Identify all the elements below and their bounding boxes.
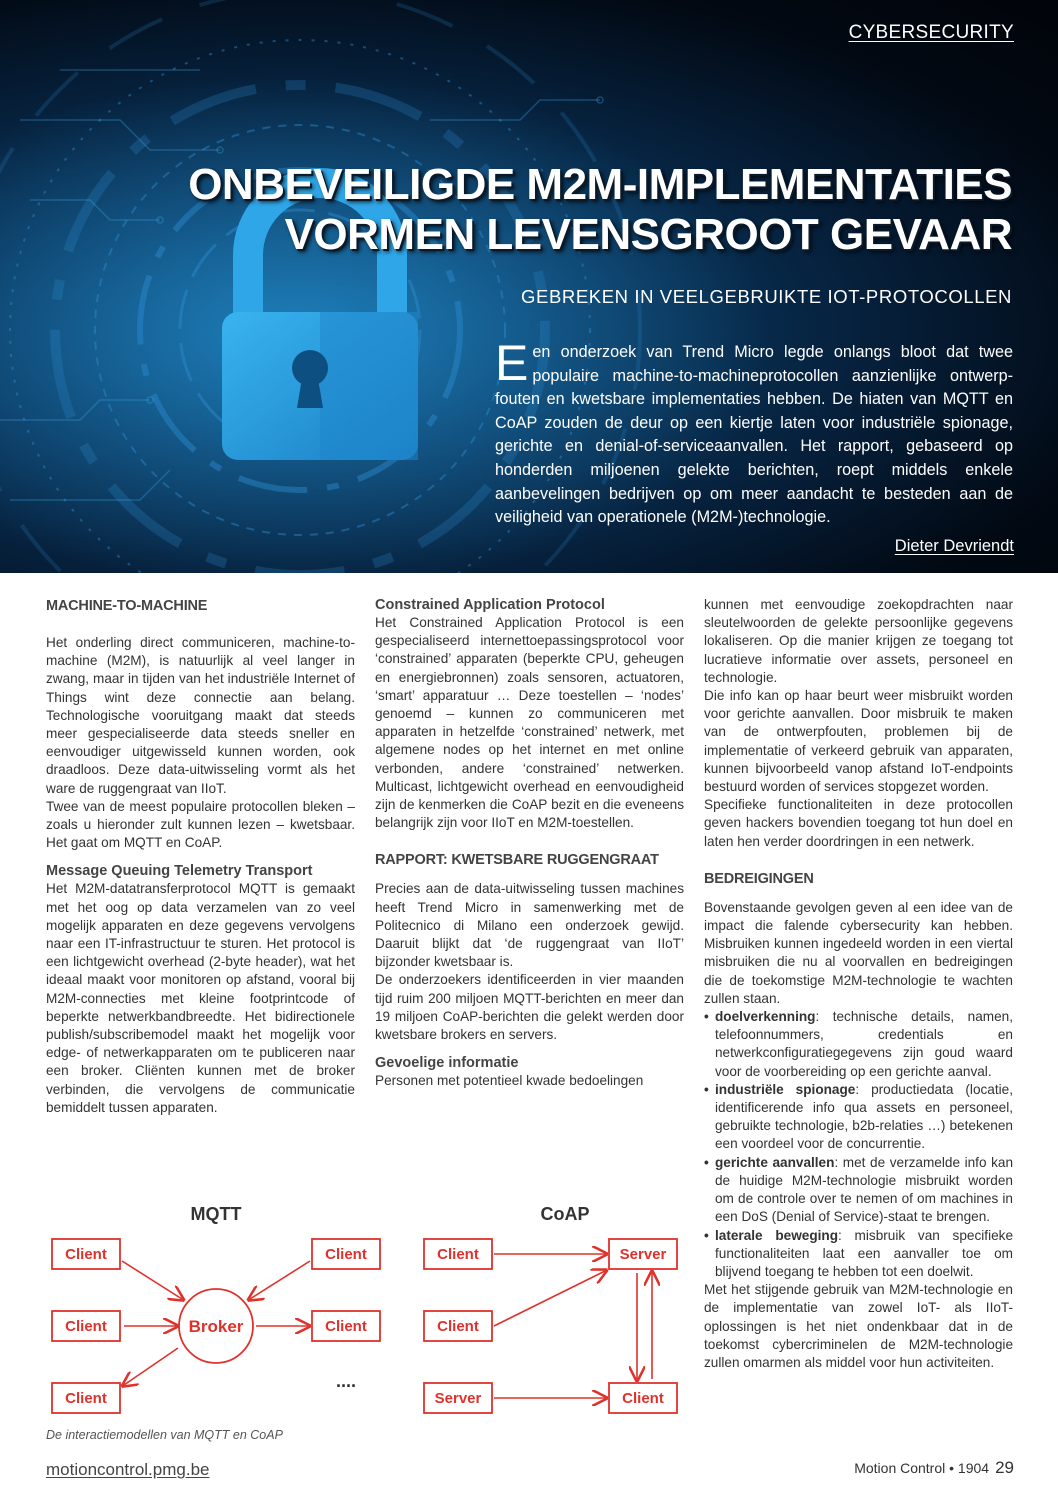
heading-machine-to-machine: MACHINE-TO-MACHINE (46, 598, 208, 614)
coap-server-2: Server (434, 1390, 482, 1407)
paragraph: Precies aan de data-uitwisseling tussen machines heeft Trend Micro in samenwerking met de Politecnico di Milano een onderzoek gewijd. Daaruit blijkt dat ‘de ruggengraat van IIoT’ bijzonder kwetsbaar is. (375, 881, 684, 970)
paragraph: Specifieke functionaliteiten in deze protocollen geven hackers bovendien toegang tot hun doel en laten hen verder doordringen in een netwerk. (704, 797, 1013, 849)
list-item: • industriële spionage: productiedata (locatie, identificerende info qua assets en personeel, gebruikte technologie, b2b-relaties …) betekenen een voordeel voor de concurrentie. (704, 1081, 1013, 1154)
heading-mqtt: Message Queuing Telemetry Transport (46, 863, 313, 880)
drop-cap: E (495, 335, 529, 391)
mqtt-client-1: Client (65, 1246, 107, 1263)
title-line-2: VORMEN LEVENSGROOT GEVAAR (284, 210, 1012, 259)
lead-text: en onderzoek van Trend Micro legde onlangs bloot dat twee populaire machine-to-machineprotocollen aanzienlijke ontwerpfouten en kwetsbare implementaties hebben. De hiaten van MQTT en CoAP zouden de deur op een kiertje laten voor industriële spionage, gerichte en denial-of-serviceaanvallen. Het rapport, gebaseerd op honderden miljoenen gelekte berichten, roept middels enkele aanbevelingen bedrijven op om meer aandacht te besteden aan de veiligheid van operationele (M2M-)technologie. (495, 343, 1013, 527)
mqtt-coap-diagram (40, 1195, 690, 1425)
column-1 (46, 596, 355, 1117)
website-link[interactable]: motioncontrol.pmg.be (46, 1460, 210, 1479)
paragraph: Twee van de meest populaire protocollen bleken – zoals u hieronder zult kunnen lezen – kwetsbaar. Het gaat om MQTT en CoAP. (46, 798, 355, 851)
heading-coap: Constrained Application Protocol (375, 597, 605, 613)
list-item: • laterale beweging: misbruik van specifieke functionaliteiten laat een aanvaller toe om blijvend toegang te hebben tot een doelwit. (704, 1227, 1013, 1282)
coap-client-2: Client (437, 1318, 479, 1335)
article-subtitle: GEBREKEN IN VEELGEBRUIKTE IOT-PROTOCOLLEN (521, 286, 1012, 307)
section-tag: CYBERSECURITY (848, 22, 1014, 43)
column-2 (375, 596, 684, 1090)
heading-bedreigingen: BEDREIGINGEN (704, 870, 814, 887)
paragraph: Het M2M-datatransferprotocol MQTT is gemaakt met het oog op data verzamelen van zo veel mogelijk apparaten en deze gegevens vervolgens naar een IT-infrastructuur te sturen. Het protocol is een lichtgewicht overhead (2-byte header), wat het ideaal maakt voor monitoren op afstand, vooral bij M2M-connecties met kleine footprintcode of beperkte netwerkbandbreedte. Het bidirectionele publish/subscribemodel maakt het mogelijk voor edge- of netwerkapparaten om te publiceren naar een broker. Cliënten kunnen met de broker verbinden, die vervolgens de communicatie bemiddelt tussen apparaten. (46, 881, 355, 1115)
coap-title: CoAP (540, 1204, 590, 1224)
threat-list (704, 1008, 1013, 1281)
coap-server-1: Server (619, 1246, 667, 1263)
paragraph: De onderzoekers identificeerden in vier maanden tijd ruim 200 miljoen MQTT-berichten en meer dan 19 miljoen CoAP-berichten die gelekt werden door kwetsbare brokers en servers. (375, 972, 684, 1043)
coap-client-1: Client (437, 1246, 479, 1263)
hero-banner (0, 0, 1058, 573)
page-footer (854, 1458, 1014, 1478)
paragraph: Die info kan op haar beurt weer misbruikt worden voor gerichte aanvallen. Door misbruik te maken van de ontwerpfouten, problemen bij de implementatie of verkeerd gebruik van apparaten, kunnen bijvoorbeeld vanop afstand IoT-endpoints bestuurd worden of services stopgezet worden. (704, 688, 1013, 795)
heading-gevoelige-informatie: Gevoelige informatie (375, 1055, 519, 1072)
coap-client-3: Client (622, 1390, 664, 1407)
column-3 (704, 596, 1013, 1372)
page-number: 29 (995, 1458, 1014, 1477)
mqtt-client-2: Client (65, 1318, 107, 1335)
magazine-issue: Motion Control • 1904 (854, 1460, 990, 1476)
mqtt-client-5: Client (325, 1318, 367, 1335)
article-title (112, 160, 1012, 260)
title-line-1: ONBEVEILIGDE M2M-IMPLEMENTATIES (188, 160, 1012, 209)
lead-paragraph (495, 335, 1013, 530)
paragraph: Bovenstaande gevolgen geven al een idee van de impact die falende cybersecurity kan hebben. Misbruiken kunnen ingedeeld worden in een viertal misbruiken die nu al voorvallen en bedreigingen die de toekomstige M2M-technologie te wachten zullen staan. (704, 899, 1013, 1006)
paragraph: Het onderling direct communiceren, machine-to-machine (M2M), is natuurlijk al veel langer in zwang, maar in tijden van het industriële Internet of Things wint deze connectie aan belang. Technologische vooruitgang maakt dat steeds meer gespecialiseerde data steeds sneller en eenvoudiger uitgewisseld kunnen worden, ook draadloos. Deze data-uitwisseling vormt als het ware de ruggengraat van IIoT. (46, 635, 355, 796)
list-item: • gerichte aanvallen: met de verzamelde info kan de huidige M2M-technologie misbruikt worden om de controle over te nemen of om machines in een DoS (Denial of Service)-staat te brengen. (704, 1154, 1013, 1227)
mqtt-title: MQTT (190, 1204, 242, 1224)
author-byline: Dieter Devriendt (894, 537, 1014, 555)
mqtt-broker: Broker (188, 1317, 244, 1336)
mqtt-client-4: Client (325, 1246, 367, 1263)
diagram-caption: De interactiemodellen van MQTT en CoAP (46, 1428, 283, 1442)
list-item: • doelverkenning: technische details, namen, telefoonnummers, credentials en netwerkconfiguratiegegevens zijn goud waard voor de voorbereiding op een gerichte aanval. (704, 1008, 1013, 1081)
heading-rapport: RAPPORT: KWETSBARE RUGGENGRAAT (375, 852, 659, 869)
ellipsis: .... (335, 1371, 357, 1391)
paragraph: Met het stijgende gebruik van M2M-technologie en de implementatie van zowel IoT- als IIoT-oplossingen is het niet ondenkbaar dat in de toekomst cybercriminelen de M2M-technologie zullen omarmen als middel voor hun activiteiten. (704, 1282, 1013, 1370)
mqtt-client-3: Client (65, 1390, 107, 1407)
paragraph: Personen met potentieel kwade bedoelingen (375, 1073, 644, 1089)
paragraph: kunnen met eenvoudige zoekopdrachten naar sleutelwoorden de gelekte persoonlijke gegevens lokaliseren. Op die manier krijgen ze toegang tot lucratieve informatie over assets, personeel en technologie. (704, 597, 1013, 685)
paragraph: Het Constrained Application Protocol is een gespecialiseerd internettoepassingsprotocol voor ‘constrained’ apparaten (beperkte CPU, geheugen en energiebronnen) zoals sensoren, actuatoren, ‘smart’ apparatuur … Deze toestellen – ‘nodes’ genoemd – kunnen zo communiceren met apparaten in hetzelfde ‘constrained’ netwerk, met algemene nodes op het internet en met online verbonden, andere ‘constrained’ netwerken. Multicast, lichtgewicht overhead en eenvoudigheid zijn de kenmerken die CoAP bezit en die eveneens belangrijk zijn voor IIoT en M2M-toestellen. (375, 615, 684, 831)
